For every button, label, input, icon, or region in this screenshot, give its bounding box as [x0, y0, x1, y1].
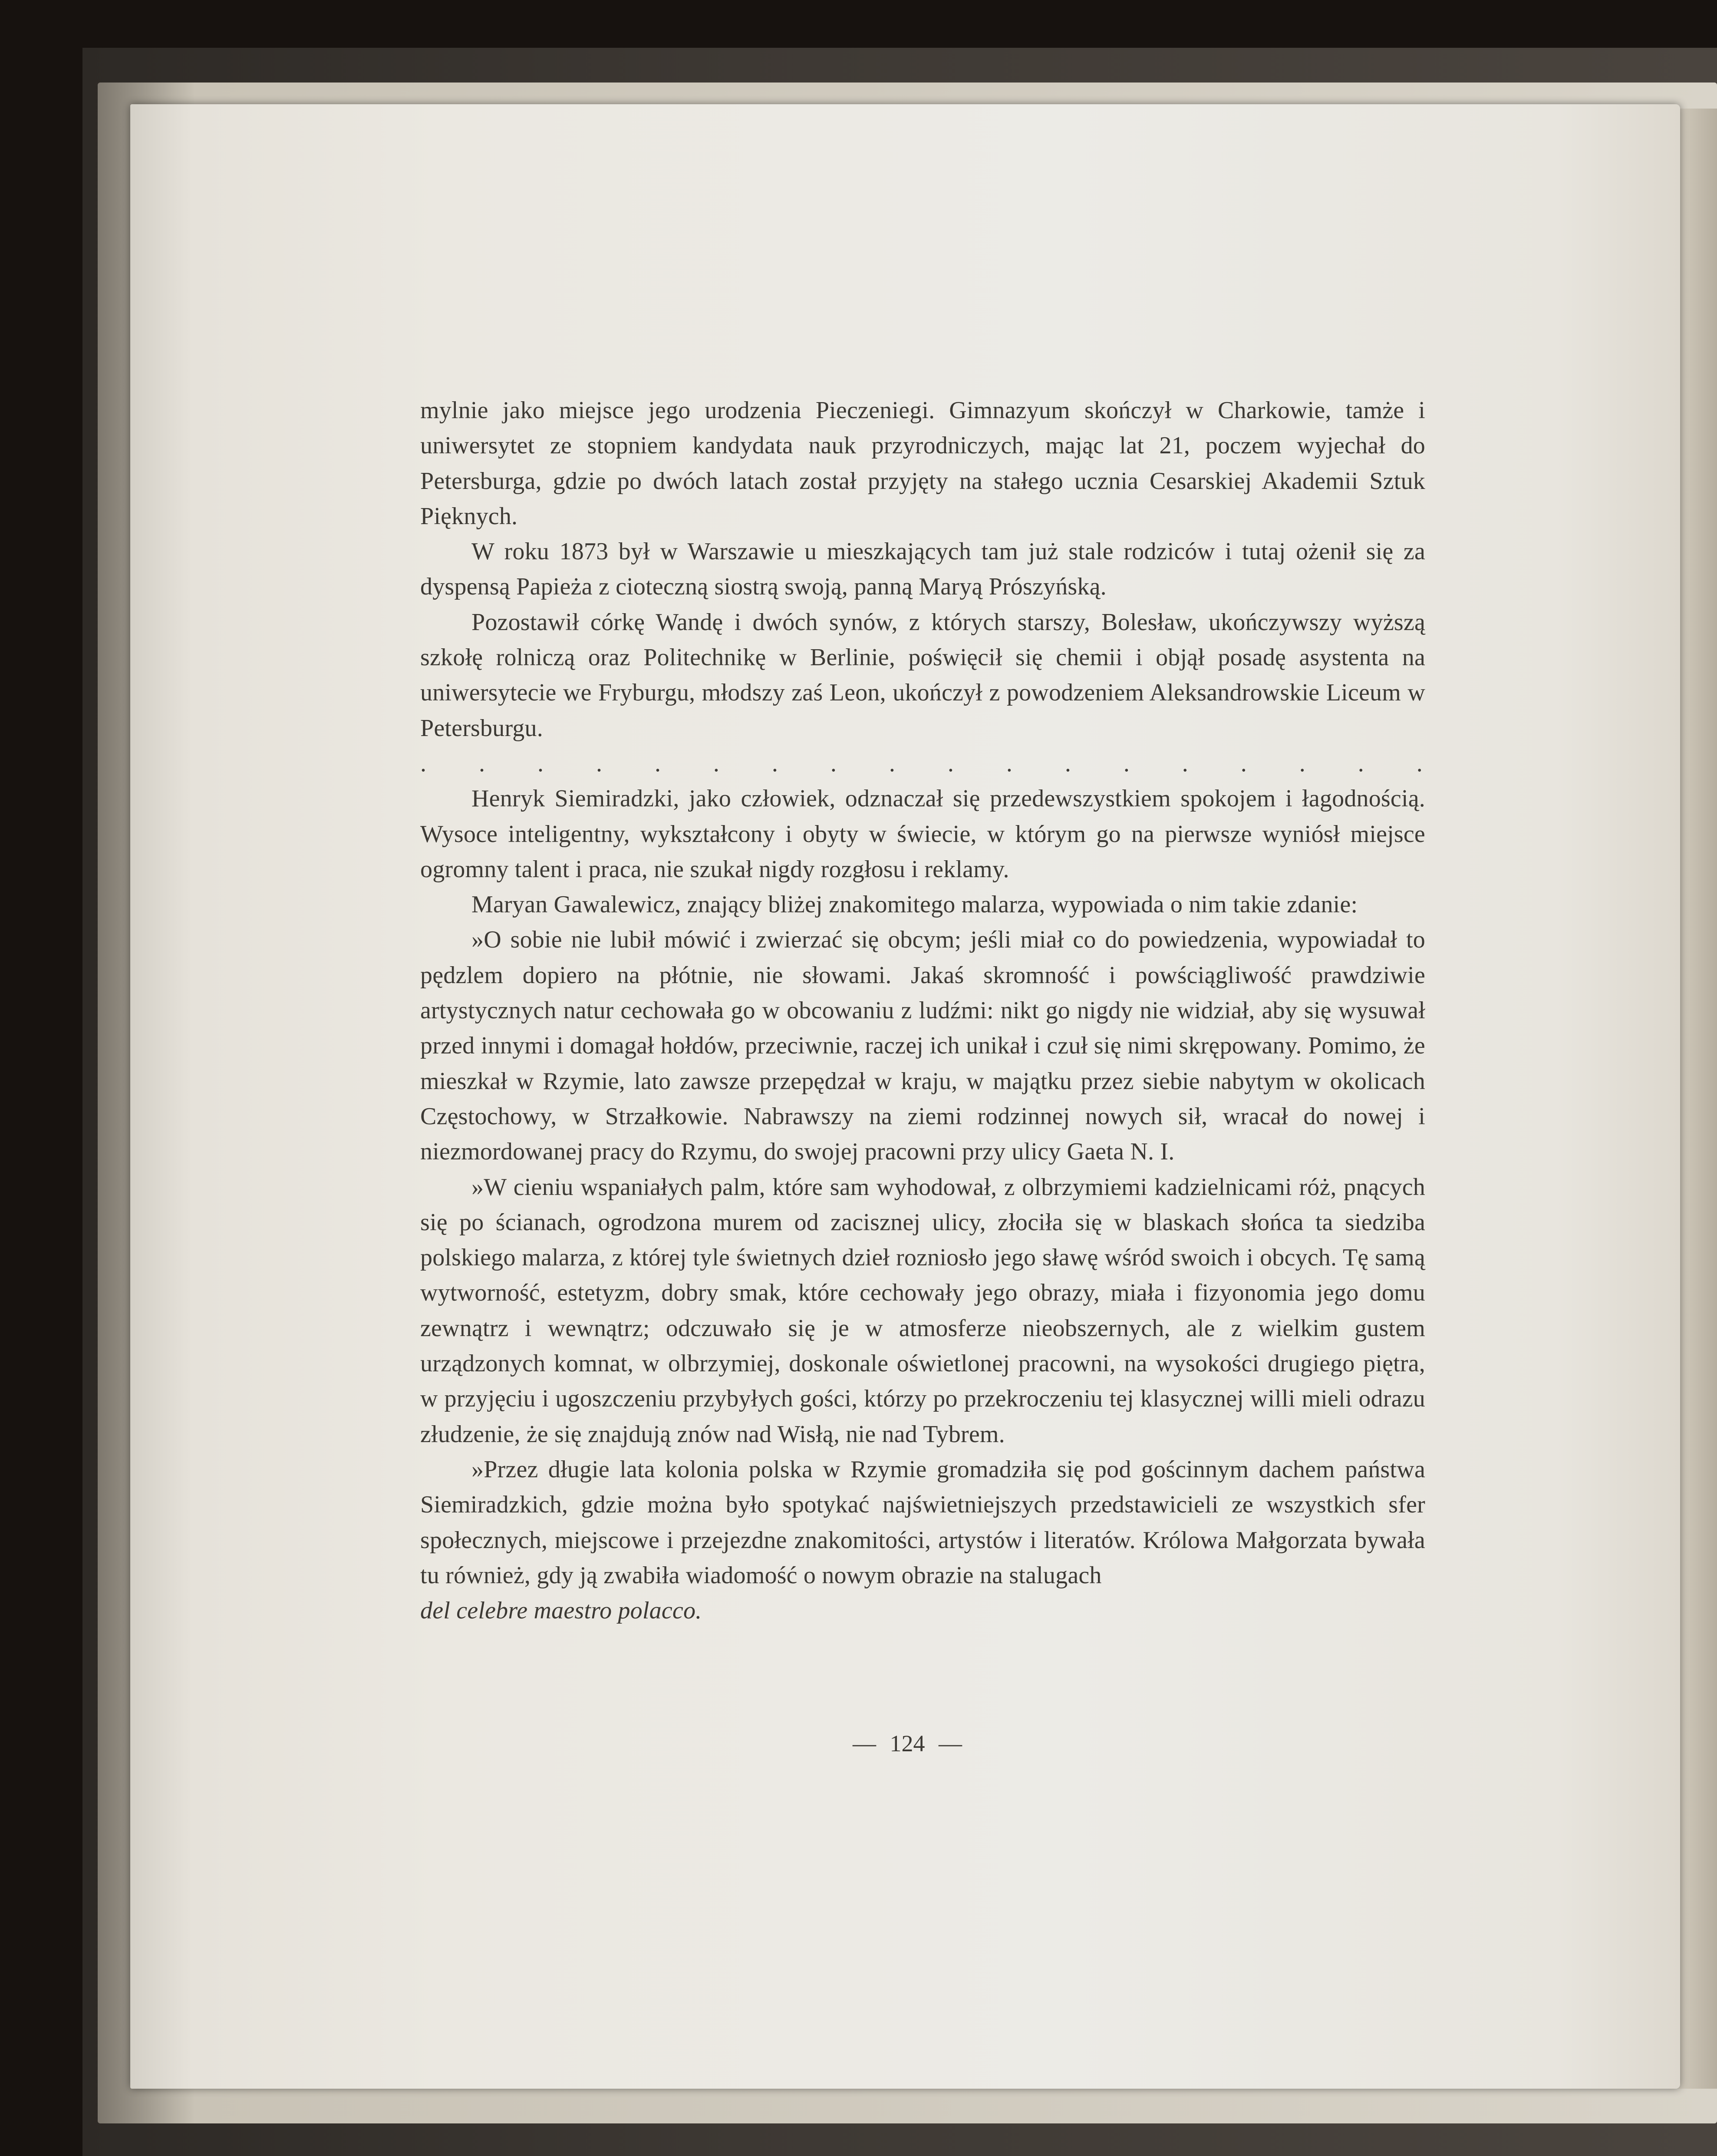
quote-paragraph: »Przez długie lata kolonia polska w Rzymie gromadziła się pod gościnnym dachem państwa Siemiradzkich, gdzie można było spotykać najświetniejszych przedstawicieli ze wszystkich sfer społecznych, miejscowe i przejezdne znakomitości, artystów i literatów. Królowa Małgorzata bywała tu również, gdy ją zwabiła wiadomość o nowym obrazie na stalugach: [420, 1456, 1425, 1589]
separator-dot: .: [596, 749, 603, 777]
paragraph: Henryk Siemiradzki, jako człowiek, odznaczał się przedewszystkiem spokojem i łagodnością. Wysoce inteligentny, wykształcony i obyty w świecie, w którym go na pierwsze wyniósł miejsce ogromny talent i praca, nie szukał nigdy rozgłosu i reklamy.: [420, 785, 1425, 883]
separator-dot: .: [713, 749, 720, 777]
paragraph: mylnie jako miejsce jego urodzenia Pieczeniegi. Gimnazyum skończył w Charkowie, tamże i uniwersytet ze stopniem kandydata nauk przyrodniczych, mając lat 21, poczem wyjechał do Petersburga, gdzie po dwóch latach został przyjęty na stałego ucznia Cesarskiej Akademii Sztuk Pięknych.: [420, 397, 1425, 530]
separator-dot: .: [1358, 749, 1364, 777]
paragraph: Maryan Gawalewicz, znający bliżej znakomitego malarza, wypowiada o nim takie zdanie:: [471, 891, 1358, 918]
quote-paragraph: »W cieniu wspaniałych palm, które sam wyhodował, z olbrzymiemi kadzielnicami róż, pnących się po ścianach, ogrodzona murem od zacisznej ulicy, złociła się w blaskach słońca ta siedziba polskiego malarza, z której tyle świetnych dzieł rozniosło jego sławę wśród swoich i obcych. Tę samą wytworność, estetyzm, dobry smak, które cechowały jego obrazy, miała i fizyonomia jego domu zewnątrz i wewnątrz; odczuwało się je w atmosferze nieobszernych, ale z wielkim gustem urządzonych komnat, w olbrzymiej, doskonale oświetlonej pracowni, na wysokości drugiego piętra, w przyjęciu i ugoszczeniu przybyłych gości, którzy po przekroczeniu tej klasycznej willi mieli odrazu złudzenie, że się znajdują znów nad Wisłą, nie nad Tybrem.: [420, 1173, 1425, 1448]
separator-dot: .: [420, 749, 427, 777]
separator-dot: .: [654, 749, 661, 777]
separator-dot: .: [537, 749, 544, 777]
separator-dot: .: [771, 749, 778, 777]
separator-dot: .: [478, 749, 485, 777]
separator-dot: .: [889, 749, 896, 777]
paragraph: W roku 1873 był w Warszawie u mieszkających tam już stale rodziców i tutaj ożenił się za dyspensą Papieża z cioteczną siostrą swoją, panną Maryą Prószyńską.: [420, 538, 1425, 601]
separator-dot: .: [830, 749, 837, 777]
paragraph: Pozostawił córkę Wandę i dwóch synów, z których starszy, Bolesław, ukończywszy wyższą szkołę rolniczą oraz Politechnikę w Berlinie, poświęcił się chemii i objął posadę asystenta na uniwersytecie we Fryburgu, młodszy zaś Leon, ukończył z powodzeniem Aleksandrowskie Liceum w Petersburgu.: [420, 608, 1425, 742]
separator-dot: .: [1416, 749, 1423, 777]
separator-dot: .: [1006, 749, 1013, 777]
separator-dot: .: [947, 749, 954, 777]
separator-dot: .: [1123, 749, 1130, 777]
separator-dot: .: [1299, 749, 1305, 777]
separator-dot: .: [1240, 749, 1247, 777]
section-separator: [420, 746, 1425, 781]
body-text: [420, 393, 1425, 1628]
page-number: — 124 —: [853, 1730, 962, 1756]
quote-paragraph: »O sobie nie lubił mówić i zwierzać się obcym; jeśli miał co do powiedzenia, wypowiadał to pędzlem dopiero na płótnie, nie słowami. Jakaś skromność i powściągliwość prawdziwie artystycznych natur cechowała go w obcowaniu z ludźmi: nikt go nigdy nie widział, aby się wysuwał przed innymi i domagał hołdów, przeciwnie, raczej ich unikał i czuł się nimi skrępowany. Pomimo, że mieszkał w Rzymie, lato zawsze przepędzał w kraju, w majątku przez siebie nabytym w okolicach Częstochowy, w Strzałkowie. Nabrawszy na ziemi rodzinnej nowych sił, wracał do nowej i niezmordowanej pracy do Rzymu, do swojej pracowni przy ulicy Gaeta N. I.: [420, 926, 1425, 1165]
separator-dot: .: [1064, 749, 1071, 777]
separator-dot: .: [1182, 749, 1188, 777]
italic-closing-line: del celebre maestro polacco.: [420, 1597, 702, 1624]
